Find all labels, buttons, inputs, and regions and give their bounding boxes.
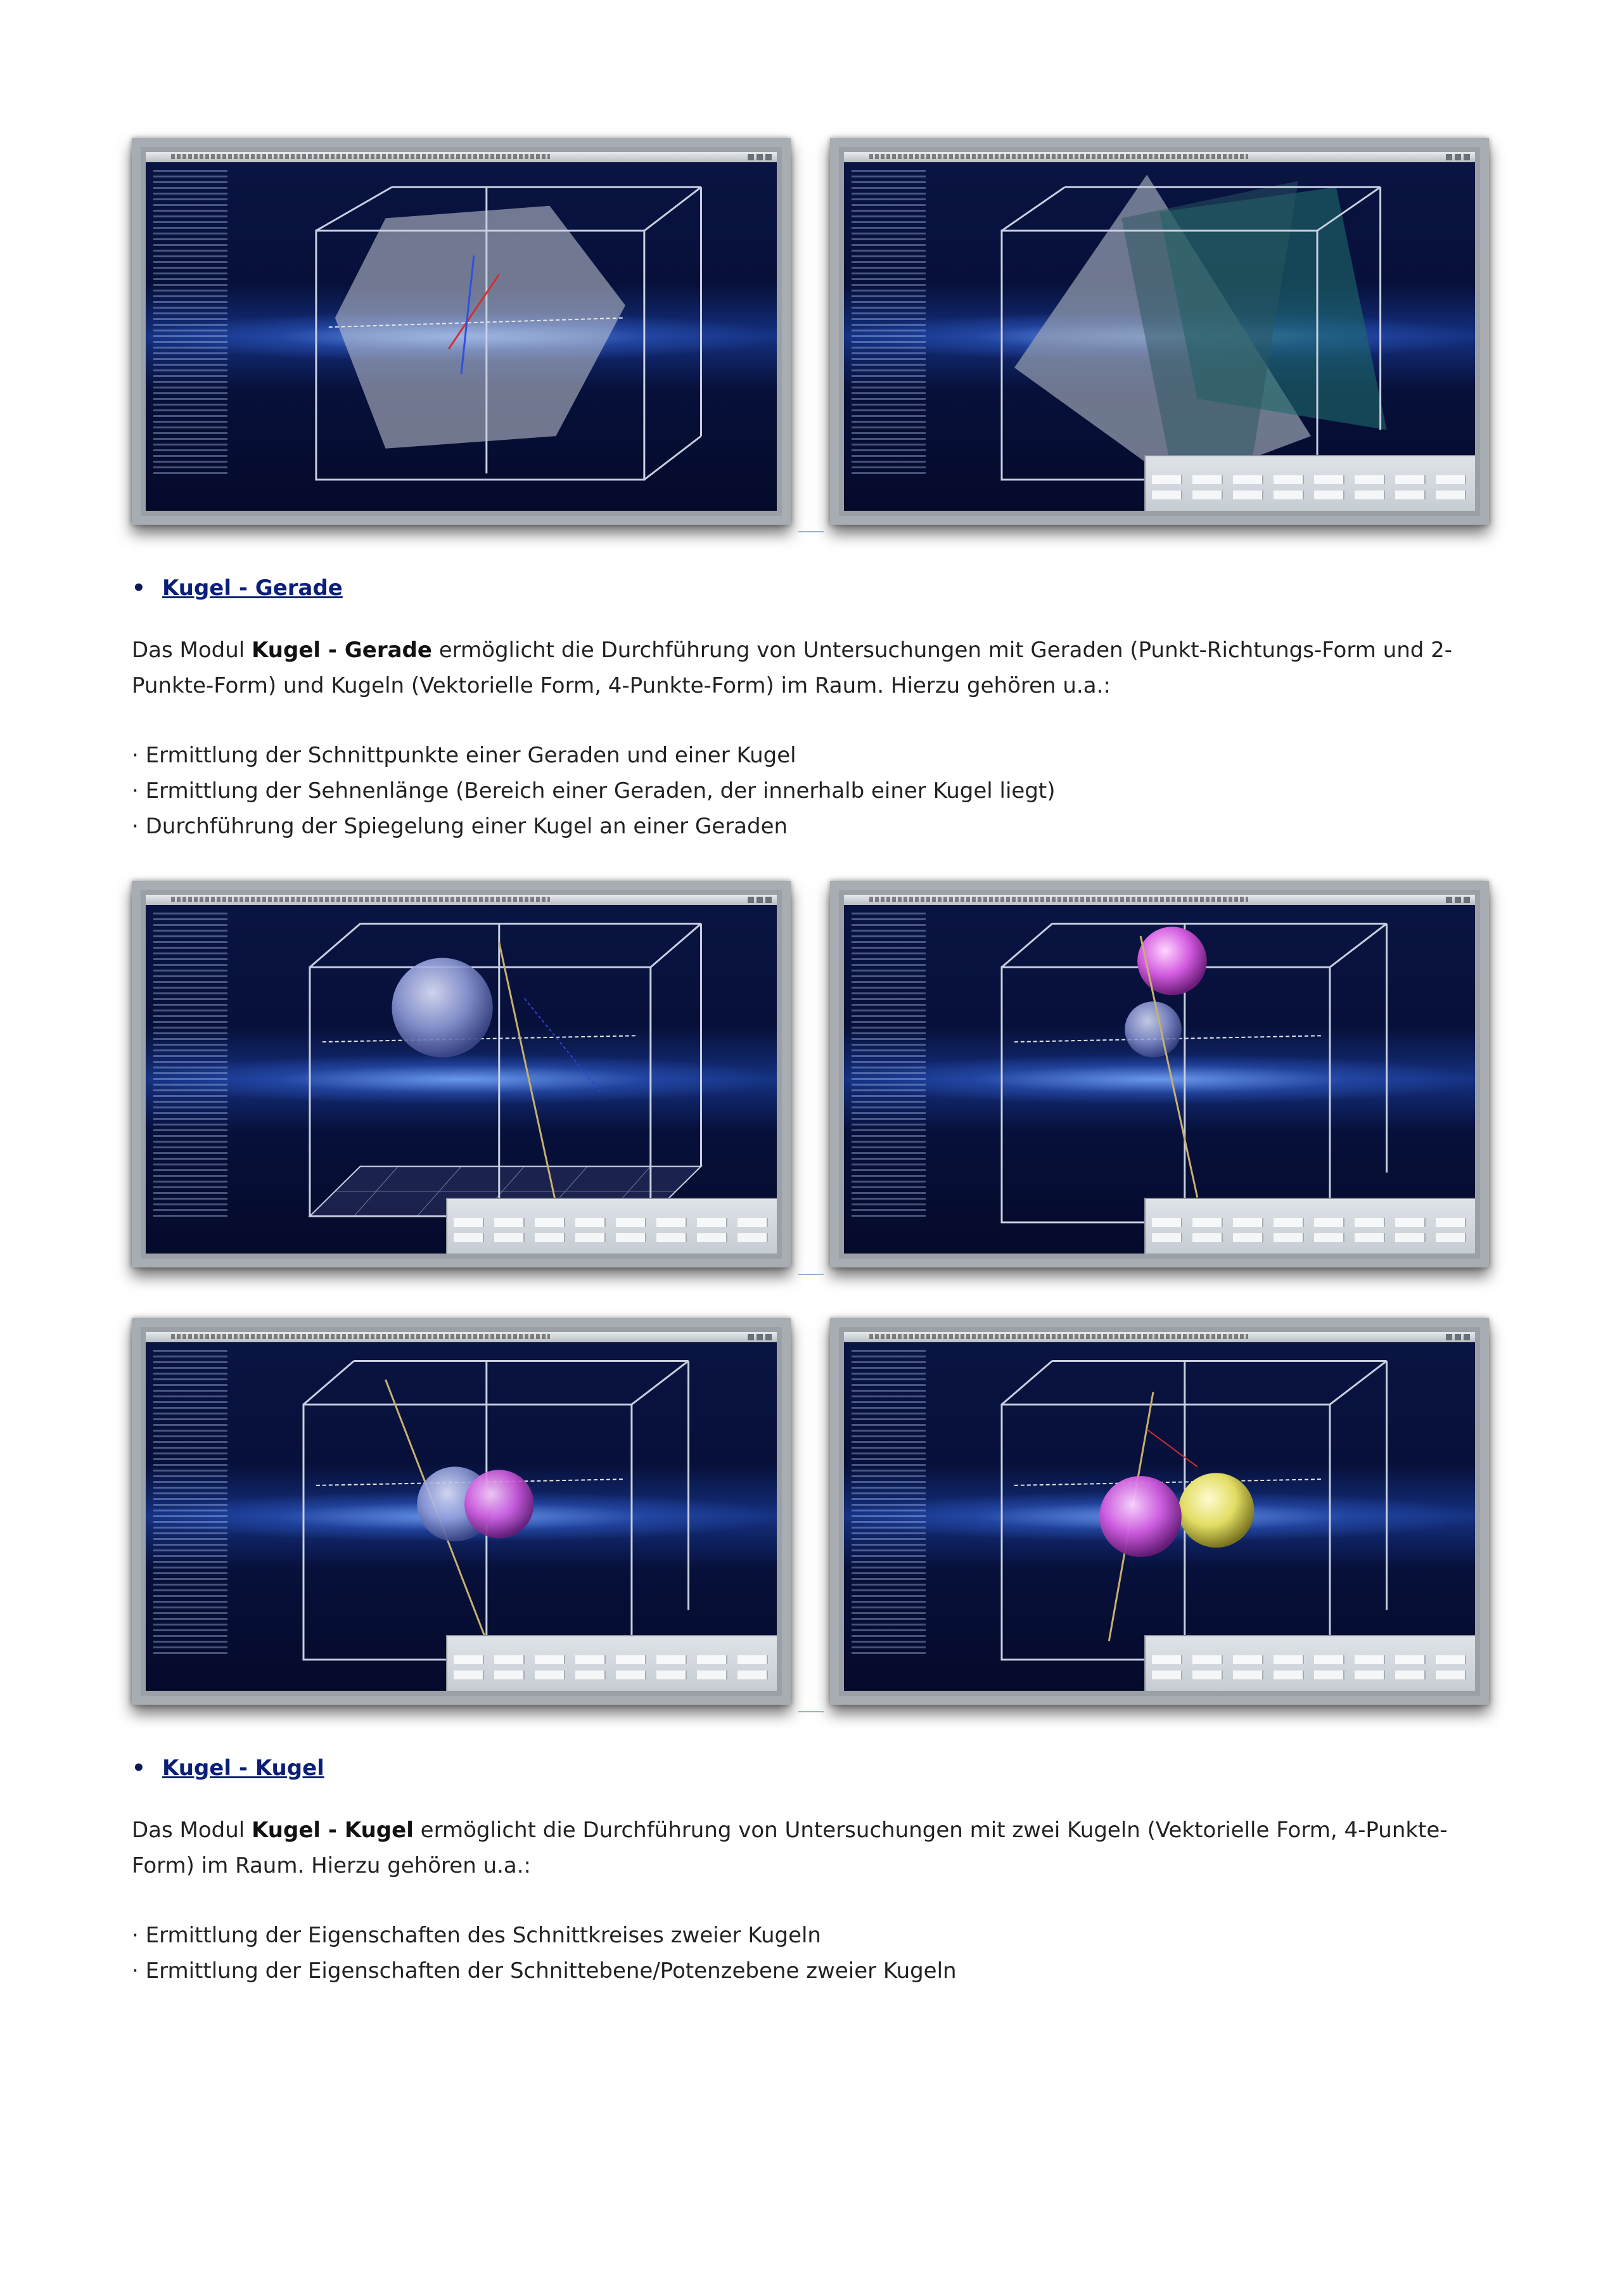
list-item: · Ermittlung der Eigenschaften des Schnittkreises zweier Kugeln xyxy=(132,1923,821,1948)
window-titlebar xyxy=(844,1332,1475,1343)
list-item: · Ermittlung der Schnittpunkte einer Geraden und einer Kugel xyxy=(132,743,796,768)
control-panel xyxy=(1144,455,1475,511)
app-window xyxy=(146,895,777,1254)
screenshot-kugel-gerade-spiegelung-2 xyxy=(132,1318,791,1705)
app-window xyxy=(146,152,777,511)
window-titlebar xyxy=(844,152,1475,163)
intro-module-name: Kugel - Kugel xyxy=(252,1818,414,1843)
paragraph-kugel-kugel xyxy=(132,1812,1500,1883)
heading-link-kugel-kugel[interactable]: Kugel - Kugel xyxy=(162,1755,324,1781)
control-panel xyxy=(446,1635,777,1691)
intro-prefix: Das Modul xyxy=(132,1818,252,1843)
section-heading-kugel-gerade xyxy=(132,575,343,601)
app-window xyxy=(146,1332,777,1691)
3d-scene xyxy=(146,162,777,511)
control-panel xyxy=(446,1198,777,1254)
list-item: · Ermittlung der Eigenschaften der Schnittebene/Potenzebene zweier Kugeln xyxy=(132,1958,957,1984)
screenshot-ebene-ebene-spiegelung xyxy=(830,138,1489,525)
window-titlebar xyxy=(146,152,777,163)
paragraph-kugel-gerade xyxy=(132,632,1500,703)
intro-module-name: Kugel - Gerade xyxy=(252,638,432,663)
3d-scene xyxy=(844,162,1475,511)
screenshot-kugel-gerade-spiegelung xyxy=(830,881,1489,1267)
window-titlebar xyxy=(146,895,777,906)
app-window xyxy=(844,152,1475,511)
window-titlebar xyxy=(146,1332,777,1343)
bullet-icon: • xyxy=(132,575,146,601)
app-window xyxy=(844,1332,1475,1691)
control-panel xyxy=(1144,1635,1475,1691)
screenshot-ebene-gerade xyxy=(132,138,791,525)
section-heading-kugel-kugel xyxy=(132,1755,324,1781)
separator xyxy=(798,531,824,532)
window-titlebar xyxy=(844,895,1475,906)
intro-prefix: Das Modul xyxy=(132,638,252,663)
separator xyxy=(798,1274,824,1275)
screenshot-kugel-gerade-schnitt xyxy=(132,881,791,1267)
control-panel xyxy=(1144,1198,1475,1254)
feature-list-kugel-gerade xyxy=(132,738,1500,844)
app-window xyxy=(844,895,1475,1254)
3d-scene xyxy=(844,905,1475,1254)
3d-scene xyxy=(146,1342,777,1691)
feature-list-kugel-kugel xyxy=(132,1918,1500,1989)
list-item: · Ermittlung der Sehnenlänge (Bereich einer Geraden, der innerhalb einer Kugel liegt) xyxy=(132,778,1056,804)
3d-scene xyxy=(844,1342,1475,1691)
separator xyxy=(798,1711,824,1712)
plane-graphic xyxy=(146,162,777,511)
screenshot-kugel-gerade-spiegelung-3 xyxy=(830,1318,1489,1705)
intro-text: ermöglicht die Durchführung von Untersuchungen mit zwei Kugeln (Vektorielle Form, 4-Punkte-Form) im Raum. Hierzu gehören u.a.: xyxy=(132,1818,1448,1878)
list-item: · Durchführung der Spiegelung einer Kugel an einer Geraden xyxy=(132,814,788,839)
3d-scene xyxy=(146,905,777,1254)
intro-text: ermöglicht die Durchführung von Untersuchungen mit Geraden (Punkt-Richtungs-Form und 2-Punkte-Form) und Kugeln (Vektorielle Form, 4-Punkte-Form) im Raum. Hierzu gehören u.a.: xyxy=(132,638,1453,698)
bullet-icon: • xyxy=(132,1755,146,1781)
heading-link-kugel-gerade[interactable]: Kugel - Gerade xyxy=(162,575,343,601)
